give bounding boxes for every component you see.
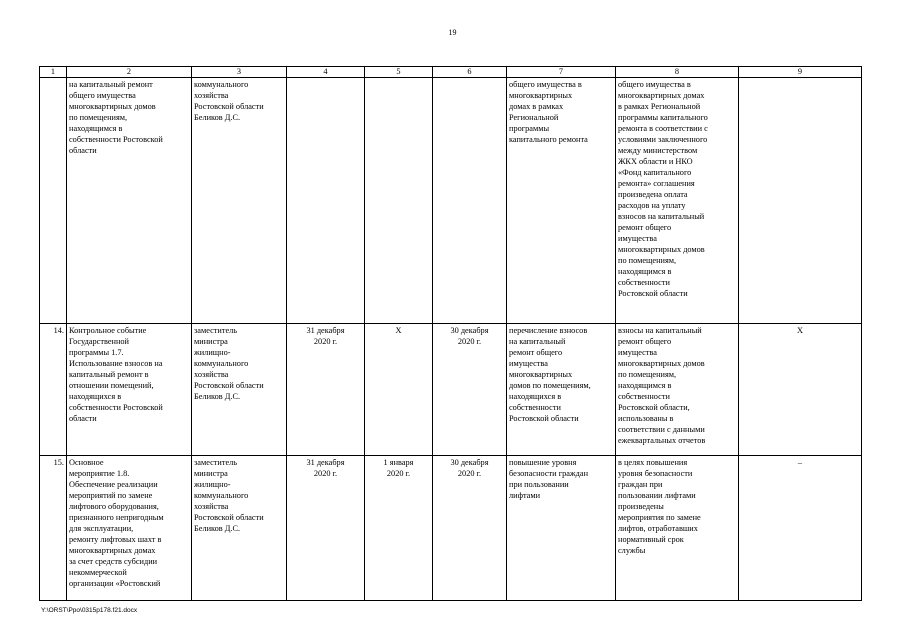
- deviation-reason: Х: [739, 324, 862, 456]
- start-date: Х: [365, 324, 433, 456]
- column-header: 3: [192, 67, 287, 78]
- planned-date: [287, 78, 365, 324]
- responsible-person: заместитель министра жилищно- коммунального хозяйства Ростовской области Беликов Д.С.: [192, 324, 287, 456]
- column-header: 7: [507, 67, 616, 78]
- row-number: [40, 78, 67, 324]
- column-header: 2: [67, 67, 192, 78]
- column-header: 9: [739, 67, 862, 78]
- event-name: Основное мероприятие 1.8. Обеспечение реализации мероприятий по замене лифтового оборудования, признанного непригодным для эксплуатации, ремонту лифтовых шахт в многоквартирных домах за счет средств субсидии некоммерческой организации «Ростовский: [67, 456, 192, 601]
- responsible-person: заместитель министра жилищно- коммунального хозяйства Ростовской области Беликов Д.С.: [192, 456, 287, 601]
- planned-date: 31 декабря 2020 г.: [287, 456, 365, 601]
- column-header: 6: [433, 67, 507, 78]
- actual-result: общего имущества в многоквартирных домах в рамках Региональной программы капитального ремонта в соответствии с условиями заключенного между министерством ЖКХ области и НКО «Фонд капитального ремонта» соглашения произведена оплата расходов на уплату взносов на капитальный ремонт общего имущества многоквартирных домов по помещениям, находящимся в собственности Ростовской области: [616, 78, 739, 324]
- measures-table: [39, 66, 862, 601]
- column-header: 5: [365, 67, 433, 78]
- actual-result: взносы на капитальный ремонт общего имущества многоквартирных домов по помещениям, находящимся в собственности Ростовской области, использованы в соответствии с данными ежеквартальных отчетов: [616, 324, 739, 456]
- file-path-footer: Y:\ORST\Ppo\0315p178.f21.docx: [41, 607, 138, 614]
- planned-date: 31 декабря 2020 г.: [287, 324, 365, 456]
- start-date: 1 января 2020 г.: [365, 456, 433, 601]
- column-header-row: [40, 67, 862, 78]
- planned-result: перечисление взносов на капитальный ремонт общего имущества многоквартирных домов по помещениям, находящихся в собственности Ростовской области: [507, 324, 616, 456]
- planned-result: повышение уровня безопасности граждан при пользовании лифтами: [507, 456, 616, 601]
- deviation-reason: –: [739, 456, 862, 601]
- column-header: 4: [287, 67, 365, 78]
- deviation-reason: [739, 78, 862, 324]
- row-number: 15.: [40, 456, 67, 601]
- table-row: [40, 324, 862, 456]
- column-header: 8: [616, 67, 739, 78]
- start-date: [365, 78, 433, 324]
- planned-result: общего имущества в многоквартирных домах в рамках Региональной программы капитального ремонта: [507, 78, 616, 324]
- page-number: 19: [448, 28, 457, 37]
- responsible-person: коммунального хозяйства Ростовской области Беликов Д.С.: [192, 78, 287, 324]
- table-row: [40, 456, 862, 601]
- event-name: Контрольное событие Государственной программы 1.7. Использование взносов на капитальный ремонт в отношении помещений, находящихся в собственности Ростовской области: [67, 324, 192, 456]
- actual-date: [433, 78, 507, 324]
- table-row: [40, 78, 862, 324]
- actual-date: 30 декабря 2020 г.: [433, 324, 507, 456]
- actual-date: 30 декабря 2020 г.: [433, 456, 507, 601]
- column-header: 1: [40, 67, 67, 78]
- row-number: 14.: [40, 324, 67, 456]
- event-name: на капитальный ремонт общего имущества многоквартирных домов по помещениям, находящимся в собственности Ростовской области: [67, 78, 192, 324]
- actual-result: в целях повышения уровня безопасности граждан при пользовании лифтами произведены мероприятия по замене лифтов, отработавших нормативный срок службы: [616, 456, 739, 601]
